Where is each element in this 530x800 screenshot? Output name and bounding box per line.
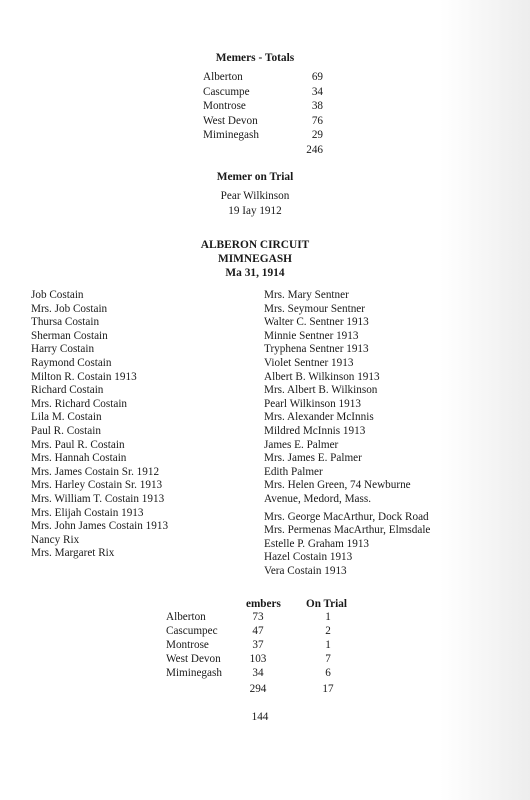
left-names-list <box>31 289 256 561</box>
list-item: Mrs. James Costain Sr. 1912 <box>31 465 160 478</box>
list-item: Lila M. Costain <box>31 411 102 424</box>
list-item: Mrs. Elijah Costain 1913 <box>31 506 144 519</box>
totals-row-name: Cascumpe <box>203 85 250 98</box>
list-item: Mrs. Permenas MacArthur, Elmsdale <box>264 524 431 537</box>
list-item: Edith Palmer <box>264 465 323 478</box>
circuit-subtitle: MIMNEGASH <box>217 253 293 265</box>
list-item: Harry Costain <box>31 343 95 356</box>
list-item: Mrs. William T. Costain 1913 <box>31 492 165 505</box>
totals-row-value: 29 <box>311 129 323 141</box>
trial-member-name: Pear Wilkinson <box>220 190 290 202</box>
circuit-date: Ma 31, 1914 <box>225 267 285 279</box>
list-item: Paul R. Costain <box>31 424 101 437</box>
table-cell-trial: 6 <box>325 667 331 679</box>
totals-row-value: 38 <box>311 100 323 112</box>
totals-row-name: Montrose <box>203 100 246 112</box>
list-item: Estelle P. Graham 1913 <box>264 537 370 550</box>
list-item: Mrs. Mary Sentner <box>264 289 349 301</box>
table-cell-name: Montrose <box>166 639 209 651</box>
member-on-trial-heading: Memer on Trial <box>216 171 294 183</box>
table-row <box>166 639 366 653</box>
list-item: Mrs. Albert B. Wilkinson <box>264 384 378 397</box>
totals-row-name: Alberton <box>203 71 243 83</box>
list-item: Mildred McInnis 1913 <box>264 424 366 437</box>
table-cell-name: Alberton <box>166 611 206 623</box>
list-item: Job Costain <box>31 289 84 301</box>
page-number: 144 <box>251 711 269 723</box>
list-item: Mrs. Paul R. Costain <box>31 438 125 451</box>
table-total-row <box>166 683 366 697</box>
on-trial-column-header: On Trial <box>306 598 347 610</box>
table-total-members: 294 <box>249 683 267 695</box>
totals-total-value: 246 <box>306 143 323 156</box>
list-item: James E. Palmer <box>264 438 339 451</box>
list-item: Mrs. Seymour Sentner <box>264 302 365 315</box>
list-item: Mrs. Harley Costain Sr. 1913 <box>31 479 163 492</box>
list-item: Sherman Costain <box>31 329 108 342</box>
table-cell-members: 47 <box>252 625 264 637</box>
table-row <box>166 625 366 639</box>
table-header <box>166 597 366 611</box>
list-item: Milton R. Costain 1913 <box>31 370 137 383</box>
table-cell-trial: 2 <box>325 625 331 637</box>
list-item: Mrs. George MacArthur, Dock Road <box>264 510 429 523</box>
list-item: Hazel Costain 1913 <box>264 551 353 564</box>
list-item: Mrs. Job Costain <box>31 302 108 315</box>
table-cell-name: Miminegash <box>166 667 222 679</box>
list-item: Mrs. Hannah Costain <box>31 452 127 465</box>
table-cell-name: West Devon <box>166 653 221 665</box>
totals-row-value: 69 <box>311 71 323 83</box>
list-item: Walter C. Sentner 1913 <box>264 316 369 329</box>
table-total-trial: 17 <box>322 683 334 695</box>
list-item: Mrs. Richard Costain <box>31 397 128 410</box>
table-cell-trial: 1 <box>325 611 331 623</box>
totals-row-name: Miminegash <box>203 129 259 141</box>
list-item: Albert B. Wilkinson 1913 <box>264 370 380 383</box>
list-item: Nancy Rix <box>31 533 80 546</box>
table-cell-trial: 7 <box>325 653 331 665</box>
list-item: Minnie Sentner 1913 <box>264 329 359 342</box>
totals-row-value: 76 <box>311 114 323 127</box>
table-row <box>166 611 366 625</box>
list-item: Mrs. Alexander McInnis <box>264 411 374 424</box>
table-cell-name: Cascumpec <box>166 625 218 637</box>
list-item: Mrs. Margaret Rix <box>31 547 115 560</box>
list-item: Raymond Costain <box>31 356 112 369</box>
table-cell-members: 34 <box>252 667 264 679</box>
circuit-title: ALBERON CIRCUIT <box>200 239 310 251</box>
list-item: Vera Costain 1913 <box>264 564 347 577</box>
table-cell-members: 73 <box>252 611 264 623</box>
table-row <box>166 667 366 681</box>
table-cell-members: 103 <box>249 653 267 665</box>
totals-row-value: 34 <box>311 85 323 98</box>
list-item: Mrs. Helen Green, 74 Newburne <box>264 479 411 492</box>
list-item: Tryphena Sentner 1913 <box>264 343 369 356</box>
members-totals-heading: Memers - Totals <box>215 52 295 64</box>
totals-row-name: West Devon <box>203 114 258 127</box>
table-cell-trial: 1 <box>325 639 331 651</box>
list-item: Avenue, Medord, Mass. <box>264 492 371 505</box>
members-column-header: embers <box>246 598 281 610</box>
list-item: Pearl Wilkinson 1913 <box>264 397 361 410</box>
table-cell-members: 37 <box>252 639 264 651</box>
trial-member-date: 19 Iay 1912 <box>228 205 282 217</box>
right-names-list <box>264 289 519 578</box>
list-item: Violet Sentner 1913 <box>264 356 354 369</box>
list-item: Mrs. James E. Palmer <box>264 452 362 465</box>
list-item: Richard Costain <box>31 384 104 397</box>
table-row <box>166 653 366 667</box>
list-item: Mrs. John James Costain 1913 <box>31 520 169 533</box>
list-item: Thursa Costain <box>31 316 100 329</box>
members-totals-table <box>203 71 333 157</box>
circuit-summary-table <box>166 597 366 697</box>
